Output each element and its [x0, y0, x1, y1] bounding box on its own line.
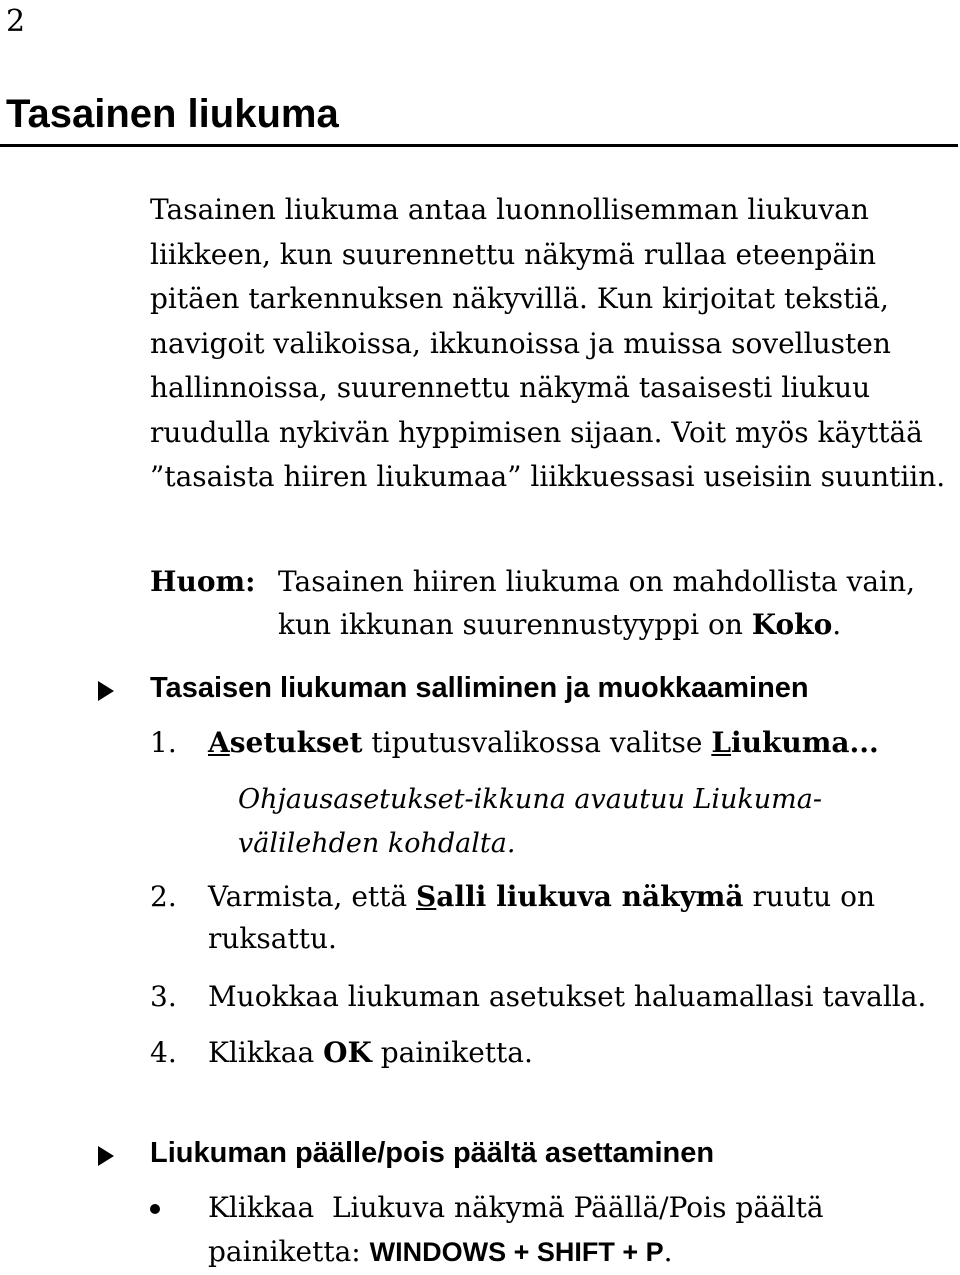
note-bold: Koko — [751, 608, 833, 641]
page-number: 2 — [6, 4, 26, 39]
step-1-ul: A — [208, 726, 230, 759]
step-body — [208, 876, 938, 960]
step-4-text: Klikkaa — [208, 1036, 324, 1069]
step-number: 2. — [150, 880, 177, 913]
step-number: 3. — [150, 980, 177, 1013]
step-1-bold: setukset — [229, 726, 363, 759]
note-end: . — [832, 608, 842, 641]
step-body — [208, 722, 938, 764]
bullet-item — [208, 1186, 948, 1274]
section-heading-text: Liukuman päälle/pois päältä asettaminen — [150, 1137, 715, 1169]
page-title: Tasainen liukuma — [6, 92, 339, 136]
bullet-end: . — [663, 1235, 673, 1268]
step-2-ul: S — [416, 880, 437, 913]
step-4-bold: OK — [323, 1036, 372, 1069]
step-number: 4. — [150, 1036, 177, 1069]
step-body: Muokkaa liukuman asetukset haluamallasi tavalla. — [208, 980, 927, 1013]
intro-quoted: ”tasaista hiiren liukumaa” — [150, 460, 522, 493]
step-2-text2: ruutu on ruksattu. — [208, 880, 875, 955]
triangle-right-icon — [98, 1146, 114, 1166]
step-4-text2: painiketta. — [371, 1036, 533, 1069]
step-2-bold: alli liukuva näkymä — [436, 880, 744, 913]
intro-text-2: liikkuessasi useisiin suuntiin. — [521, 460, 946, 493]
note-label: Huom: — [150, 565, 256, 598]
step-1-result: Ohjausasetukset-ikkuna avautuu Liukuma-välilehden kohdalta. — [238, 784, 822, 859]
title-rule — [0, 144, 958, 147]
intro-text-1: Tasainen liukuma antaa luonnollisemman liukuvan liikkeen, kun suurennettu näkymä rullaa eteenpäin pitäen tarkennuksen näkyvillä. Kun kirjoitat tekstiä, navigoit valikoissa, ikkunoissa ja muissa sovellusten hallinnoissa, suurennettu näkymä tasaisesti liukuu ruudulla nykivän hyppimisen sijaan. Voit myös käyttää — [150, 193, 923, 449]
step-number: 1. — [150, 726, 177, 759]
section-heading-text: Tasaisen liukuman salliminen ja muokkaaminen — [150, 672, 809, 704]
bullet-icon — [150, 1204, 160, 1214]
intro-paragraph — [150, 188, 950, 500]
step-1-bold2: iukuma... — [731, 726, 879, 759]
step-1-ul2: L — [711, 726, 732, 759]
keyboard-shortcut: WINDOWS + SHIFT + P — [369, 1237, 664, 1267]
note-text — [278, 560, 938, 646]
note-body: Tasainen hiiren liukuma on mahdollista vain, kun ikkunan suurennustyyppi on — [278, 565, 915, 641]
triangle-right-icon — [98, 681, 114, 701]
step-1-text: tiputusvalikossa valitse — [362, 726, 712, 759]
step-body — [208, 1032, 938, 1074]
bullet-text: Klikkaa Liukuva näkymä Päällä/Pois päältä painiketta: — [208, 1191, 833, 1268]
step-2-text: Varmista, että — [208, 880, 417, 913]
